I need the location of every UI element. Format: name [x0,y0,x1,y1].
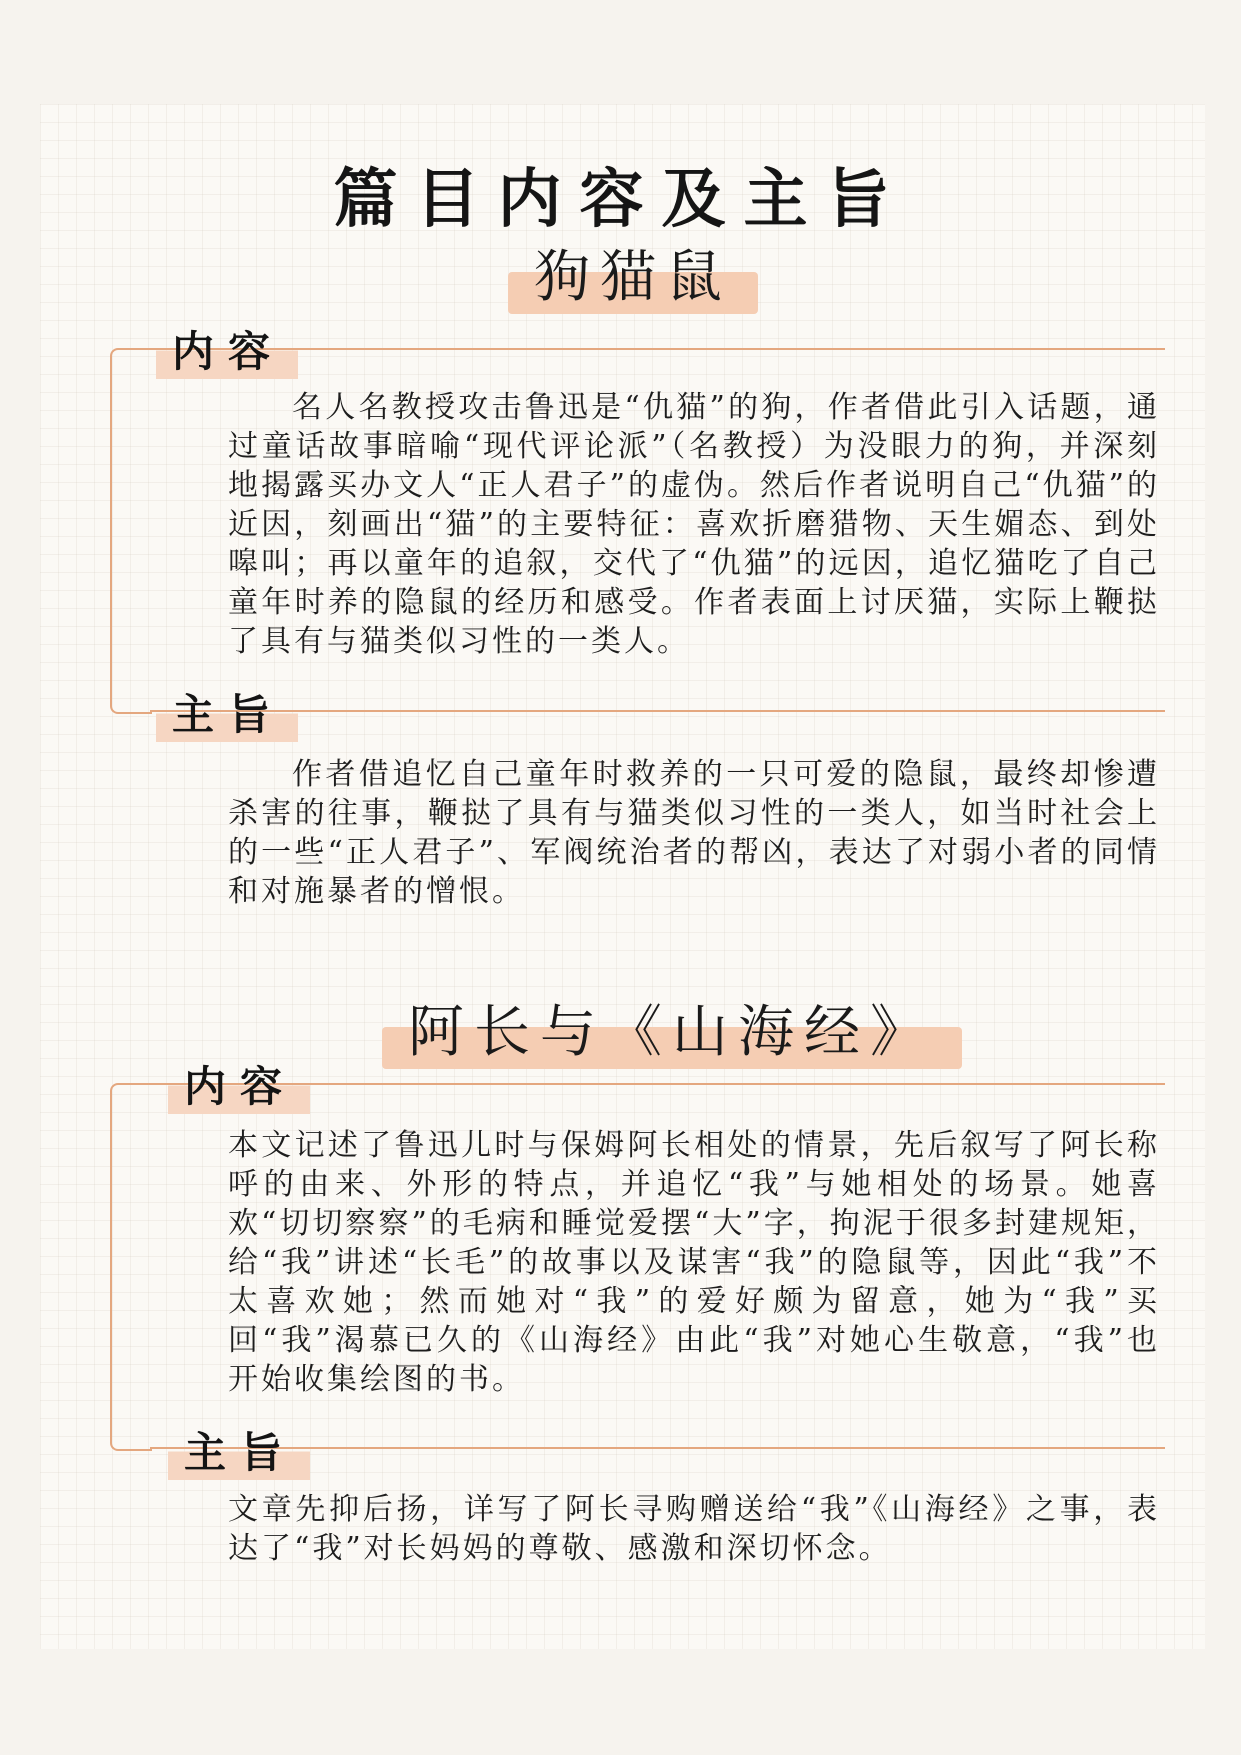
theme-text: 文章先抑后扬，详写了阿长寻购赠送给“我”《山海经》之事，表达了“我”对长妈妈的尊敬、感激和深切怀念。 [228,1492,1160,1566]
theme-paragraph [228,1490,1160,1568]
section-1-bracket [110,348,152,714]
theme-label: 主旨 [156,690,298,742]
section-title-1 [508,245,758,310]
page-title: 篇目内容及主旨 [333,162,908,237]
content-paragraph [228,1126,1160,1399]
content-paragraph [228,388,1160,661]
section-2-bracket [110,1083,152,1451]
theme-text: 作者借追忆自己童年时救养的一只可爱的隐鼠，最终却惨遭杀害的往事，鞭挞了具有与猫类似习性的一类人，如当时社会上的一些“正人君子”、军阀统治者的帮凶，表达了对弱小者的同情和对施暴者的憎恨。 [228,757,1160,909]
content-label: 内容 [156,327,298,379]
theme-label: 主旨 [168,1428,310,1480]
content-label: 内容 [168,1062,310,1114]
content-text: 本文记述了鲁迅儿时与保姆阿长相处的情景，先后叙写了阿长称呼的由来、外形的特点，并追忆“我”与她相处的场景。她喜欢“切切察察”的毛病和睡觉爱摆“大”字，拘泥于很多封建规矩，给“我”讲述“长毛”的故事以及谋害“我”的隐鼠等，因此“我”不太喜欢她；然而她对“我”的爱好颇为留意，她为“我”买回“我”渴慕已久的《山海经》由此“我”对她心生敬意，“我”也开始收集绘图的书。 [228,1128,1160,1397]
theme-paragraph [228,755,1160,911]
theme-rule [150,710,1165,712]
content-text: 名人名教授攻击鲁迅是“仇猫”的狗，作者借此引入话题，通过童话故事暗喻“现代评论派”（名教授）为没眼力的狗，并深刻地揭露买办文人“正人君子”的虚伪。然后作者说明自己“仇猫”的近因，刻画出“猫”的主要特征：喜欢折磨猎物、天生媚态、到处嗥叫；再以童年的追叙，交代了“仇猫”的远因，追忆猫吃了自己童年时养的隐鼠的经历和感受。作者表面上讨厌猫，实际上鞭挞了具有与猫类似习性的一类人。 [228,390,1160,659]
content-rule [150,348,1165,350]
section-title-2 [382,1000,962,1065]
section-title-text: 阿长与《山海经》 [408,1000,936,1065]
section-title-text: 狗猫鼠 [534,245,732,310]
